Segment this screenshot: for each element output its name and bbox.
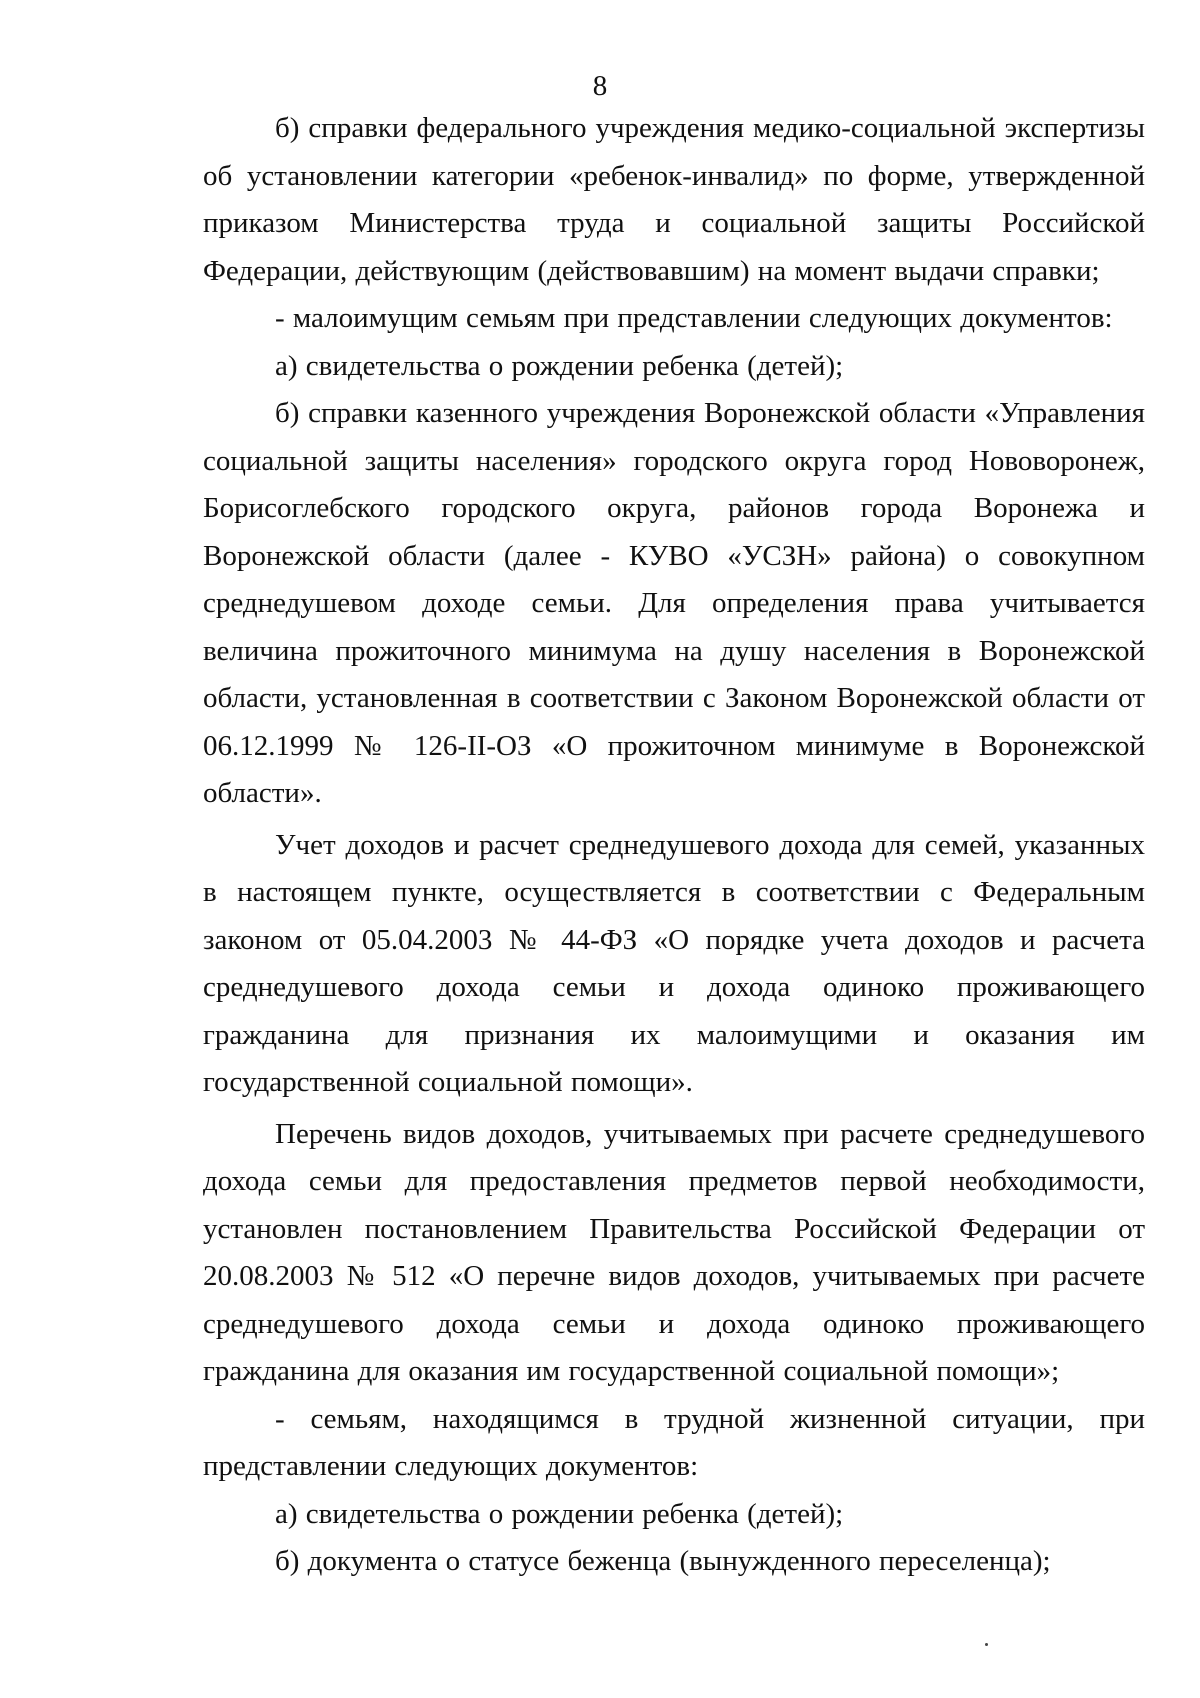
paragraph-certificate-mse: б) справки федерального учреждения медико-социальной экспертизы об установлении категории «ребенок-инвалид» по форме, утвержденной приказом Министерства труда и социальной защиты Российской Федерации, действующим (действовавшим) на момент выдачи справки; — [203, 112, 1145, 287]
paragraph-difficult-situation-families: - семьям, находящимся в трудной жизненной ситуации, при представлении следующих документов: — [203, 1402, 1145, 1482]
paragraph-income-certificate: б) справки казенного учреждения Воронежской области «Управления социальной защиты населения» городского округа город Нововоронеж, Борисоглебского городского округа, районов города Воронежа и Воронежской области (далее - КУВО «УСЗН» района) о совокупном среднедушевом доходе семьи. Для определения права учитывается величина прожиточного минимума на душу населения в Воронежской области, установленная в соответствии с Законом Воронежской области от 06.12.1999 № 126-II-ОЗ «О прожиточном минимуме в Воронежской области». — [203, 397, 1145, 809]
paragraph-income-types-list: Перечень видов доходов, учитываемых при расчете среднедушевого дохода семьи для предоставления предметов первой необходимости, установлен постановлением Правительства Российской Федерации от 20.08.2003 № 512 «О перечне видов доходов, учитываемых при расчете среднедушевого дохода семьи и дохода одиноко проживающего гражданина для оказания им государственной социальной помощи»; — [203, 1117, 1145, 1387]
document-body — [203, 105, 1145, 1586]
scan-speck — [985, 1643, 988, 1646]
page-number: 8 — [592, 70, 608, 102]
paragraph-income-accounting: Учет доходов и расчет среднедушевого дохода для семей, указанных в настоящем пункте, осуществляется в соответствии с Федеральным законом от 05.04.2003 № 44-ФЗ «О порядке учета доходов и расчета среднедушевого дохода семьи и дохода одиноко проживающего гражданина для признания их малоимущими и оказания им государственной социальной помощи». — [203, 828, 1145, 1098]
paragraph-birth-certificate: а) свидетельства о рождении ребенка (детей); — [275, 349, 844, 382]
paragraph-refugee-document: б) документа о статусе беженца (вынужденного переселенца); — [275, 1545, 1051, 1577]
paragraph-birth-certificate-2: а) свидетельства о рождении ребенка (детей); — [275, 1497, 844, 1530]
paragraph-low-income-families: - малоимущим семьям при представлении следующих документов: — [275, 302, 1113, 334]
